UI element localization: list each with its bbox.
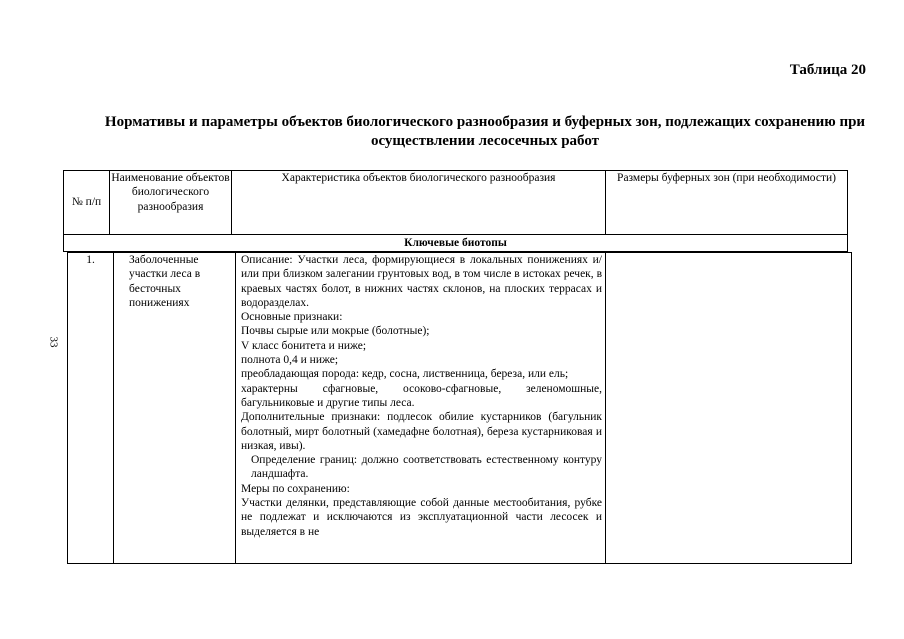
desc-line: Почвы сырые или мокрые (болотные); [241, 325, 430, 338]
row-buffer [606, 253, 852, 564]
row-characteristics [236, 253, 606, 564]
header-table [63, 170, 848, 252]
body-table [67, 252, 852, 564]
desc-line: V класс бонитета и ниже; [241, 339, 367, 352]
header-row [64, 171, 848, 235]
header-name: Наименование объектов биологического разнообразия [110, 171, 232, 235]
row-name: Заболоченные участки леса в бесточных понижениях [114, 253, 236, 564]
desc-line: Определение границ: должно соответствовать естественному контуру ландшафта. [251, 454, 602, 481]
section-heading: Ключевые биотопы [64, 235, 848, 252]
desc-line: характерны сфагновые, осоково-сфагновые, зеленомошные, багульниковые и другие типы леса. [241, 382, 602, 409]
header-characteristics: Характеристика объектов биологического разнообразия [232, 171, 606, 235]
row-number: 1. [68, 253, 114, 564]
desc-line: преобладающая порода: кедр, сосна, лиственница, береза, или ель; [241, 368, 569, 381]
desc-line: полнота 0,4 и ниже; [241, 354, 339, 367]
header-num: № п/п [64, 171, 110, 235]
desc-line: Описание: Участки леса, формирующиеся в локальных понижениях и/или при близком залегании грунтовых вод, в том числе в истоках речек, в краевых частях болот, в нижних частях склонов, на плоских террасах и водоразделах. [241, 254, 602, 309]
table-number-label: Таблица 20 [789, 62, 866, 78]
desc-line: Участки делянки, представляющие собой данные местообитания, рубке не подлежат и исключаются из эксплуатационной части лесосек и выделяется в не [241, 497, 602, 538]
desc-line: Меры по сохранению: [241, 482, 350, 495]
header-buffer: Размеры буферных зон (при необходимости) [606, 171, 848, 235]
page-number: 33 [47, 336, 60, 348]
desc-line: Основные признаки: [241, 311, 343, 324]
desc-line: Дополнительные признаки: подлесок обилие кустарников (багульник болотный, мирт болотный (хамедафне болотная), береза кустарниковая и низкая, ивы). [241, 411, 602, 452]
document-title: Нормативы и параметры объектов биологического разнообразия и буферных зон, подлежащих сохранению при осуществлении лесосечных работ [104, 114, 866, 149]
table-row [68, 253, 852, 564]
section-row [64, 235, 848, 252]
